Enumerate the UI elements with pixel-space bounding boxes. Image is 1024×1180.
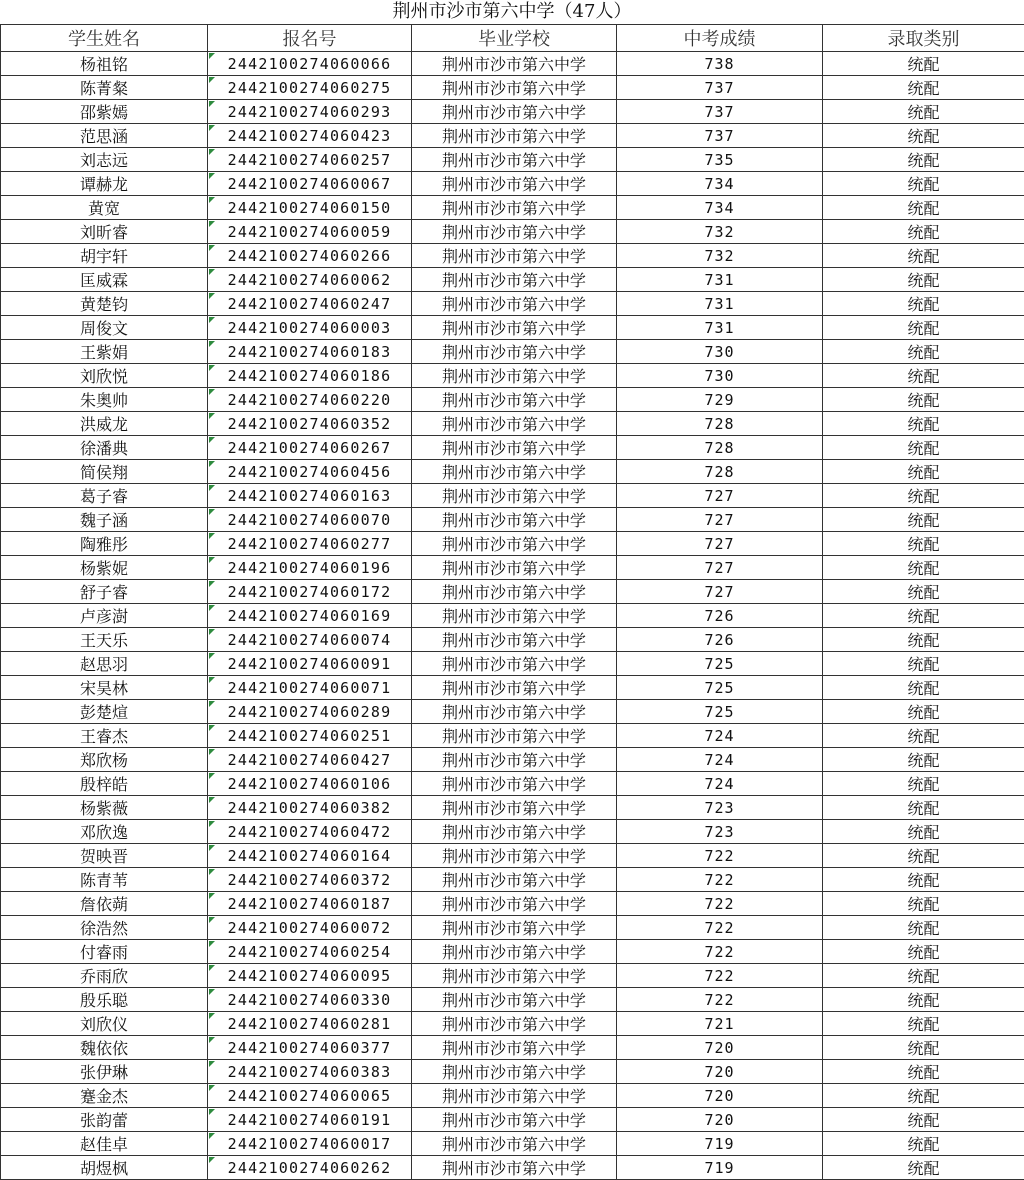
registration-number-cell: 2442100274060003: [208, 316, 412, 340]
table-row: [1, 244, 1024, 268]
registration-number-cell: 2442100274060183: [208, 340, 412, 364]
registration-number-cell: 2442100274060071: [208, 676, 412, 700]
registration-number-cell: 2442100274060169: [208, 604, 412, 628]
exam-score-cell: 720: [617, 1108, 823, 1132]
exam-score-cell: 722: [617, 964, 823, 988]
admission-category-cell: 统配: [823, 772, 1024, 796]
student-name-cell: 邵紫嫣: [1, 100, 208, 124]
graduation-school-cell: 荆州市沙市第六中学: [412, 364, 617, 388]
exam-score-cell: 734: [617, 172, 823, 196]
table-row: [1, 436, 1024, 460]
graduation-school-cell: 荆州市沙市第六中学: [412, 796, 617, 820]
exam-score-cell: 727: [617, 484, 823, 508]
registration-number-cell: 2442100274060289: [208, 700, 412, 724]
student-name-cell: 黄楚钧: [1, 292, 208, 316]
graduation-school-cell: 荆州市沙市第六中学: [412, 508, 617, 532]
exam-score-cell: 737: [617, 100, 823, 124]
admission-category-cell: 统配: [823, 268, 1024, 292]
table-row: [1, 292, 1024, 316]
graduation-school-cell: 荆州市沙市第六中学: [412, 52, 617, 76]
student-name-cell: 洪威龙: [1, 412, 208, 436]
exam-score-cell: 730: [617, 340, 823, 364]
table-row: [1, 1084, 1024, 1108]
registration-number-cell: 2442100274060262: [208, 1156, 412, 1180]
registration-number-cell: 2442100274060106: [208, 772, 412, 796]
exam-score-cell: 720: [617, 1084, 823, 1108]
table-row: [1, 796, 1024, 820]
registration-number-cell: 2442100274060267: [208, 436, 412, 460]
table-row: [1, 148, 1024, 172]
registration-number-cell: 2442100274060150: [208, 196, 412, 220]
graduation-school-cell: 荆州市沙市第六中学: [412, 1132, 617, 1156]
graduation-school-cell: 荆州市沙市第六中学: [412, 1108, 617, 1132]
admission-category-cell: 统配: [823, 1084, 1024, 1108]
admission-category-cell: 统配: [823, 844, 1024, 868]
table-row: [1, 604, 1024, 628]
exam-score-cell: 727: [617, 556, 823, 580]
table-row: [1, 772, 1024, 796]
student-name-cell: 黄宽: [1, 196, 208, 220]
exam-score-cell: 724: [617, 772, 823, 796]
admission-category-cell: 统配: [823, 52, 1024, 76]
graduation-school-cell: 荆州市沙市第六中学: [412, 172, 617, 196]
header-student-name: 学生姓名: [1, 25, 208, 52]
admission-category-cell: 统配: [823, 820, 1024, 844]
student-name-cell: 朱奥帅: [1, 388, 208, 412]
registration-number-cell: 2442100274060352: [208, 412, 412, 436]
admission-category-cell: 统配: [823, 1156, 1024, 1180]
table-row: [1, 748, 1024, 772]
exam-score-cell: 726: [617, 628, 823, 652]
student-name-cell: 刘欣仪: [1, 1012, 208, 1036]
table-row: [1, 940, 1024, 964]
table-row: [1, 364, 1024, 388]
exam-score-cell: 725: [617, 700, 823, 724]
registration-number-cell: 2442100274060072: [208, 916, 412, 940]
admission-category-cell: 统配: [823, 412, 1024, 436]
registration-number-cell: 2442100274060377: [208, 1036, 412, 1060]
registration-number-cell: 2442100274060091: [208, 652, 412, 676]
student-name-cell: 杨紫薇: [1, 796, 208, 820]
student-name-cell: 葛子睿: [1, 484, 208, 508]
exam-score-cell: 719: [617, 1156, 823, 1180]
graduation-school-cell: 荆州市沙市第六中学: [412, 940, 617, 964]
student-name-cell: 范思涵: [1, 124, 208, 148]
student-name-cell: 陈青苇: [1, 868, 208, 892]
graduation-school-cell: 荆州市沙市第六中学: [412, 652, 617, 676]
student-name-cell: 彭楚煊: [1, 700, 208, 724]
admission-category-cell: 统配: [823, 76, 1024, 100]
admission-category-cell: 统配: [823, 892, 1024, 916]
exam-score-cell: 722: [617, 868, 823, 892]
table-row: [1, 676, 1024, 700]
student-name-cell: 匡威霖: [1, 268, 208, 292]
registration-number-cell: 2442100274060281: [208, 1012, 412, 1036]
admission-category-cell: 统配: [823, 460, 1024, 484]
admission-category-cell: 统配: [823, 1132, 1024, 1156]
graduation-school-cell: 荆州市沙市第六中学: [412, 316, 617, 340]
registration-number-cell: 2442100274060062: [208, 268, 412, 292]
student-name-cell: 王睿杰: [1, 724, 208, 748]
student-name-cell: 王紫娟: [1, 340, 208, 364]
registration-number-cell: 2442100274060067: [208, 172, 412, 196]
graduation-school-cell: 荆州市沙市第六中学: [412, 820, 617, 844]
table-row: [1, 76, 1024, 100]
graduation-school-cell: 荆州市沙市第六中学: [412, 964, 617, 988]
student-name-cell: 宋昊林: [1, 676, 208, 700]
exam-score-cell: 731: [617, 292, 823, 316]
registration-number-cell: 2442100274060456: [208, 460, 412, 484]
table-row: [1, 316, 1024, 340]
admission-category-cell: 统配: [823, 676, 1024, 700]
registration-number-cell: 2442100274060074: [208, 628, 412, 652]
student-name-cell: 徐浩然: [1, 916, 208, 940]
table-row: [1, 724, 1024, 748]
graduation-school-cell: 荆州市沙市第六中学: [412, 1036, 617, 1060]
graduation-school-cell: 荆州市沙市第六中学: [412, 388, 617, 412]
registration-number-cell: 2442100274060186: [208, 364, 412, 388]
admission-category-cell: 统配: [823, 484, 1024, 508]
registration-number-cell: 2442100274060472: [208, 820, 412, 844]
table-row: [1, 1156, 1024, 1180]
exam-score-cell: 726: [617, 604, 823, 628]
graduation-school-cell: 荆州市沙市第六中学: [412, 892, 617, 916]
exam-score-cell: 725: [617, 652, 823, 676]
table-row: [1, 172, 1024, 196]
graduation-school-cell: 荆州市沙市第六中学: [412, 148, 617, 172]
student-name-cell: 胡宇轩: [1, 244, 208, 268]
graduation-school-cell: 荆州市沙市第六中学: [412, 484, 617, 508]
exam-score-cell: 722: [617, 940, 823, 964]
student-name-cell: 刘昕睿: [1, 220, 208, 244]
registration-number-cell: 2442100274060163: [208, 484, 412, 508]
exam-score-cell: 735: [617, 148, 823, 172]
student-name-cell: 魏子涵: [1, 508, 208, 532]
exam-score-cell: 721: [617, 1012, 823, 1036]
admission-category-cell: 统配: [823, 580, 1024, 604]
student-name-cell: 魏依依: [1, 1036, 208, 1060]
student-name-cell: 刘欣悦: [1, 364, 208, 388]
registration-number-cell: 2442100274060382: [208, 796, 412, 820]
graduation-school-cell: 荆州市沙市第六中学: [412, 196, 617, 220]
table-row: [1, 1108, 1024, 1132]
student-name-cell: 陶雅彤: [1, 532, 208, 556]
registration-number-cell: 2442100274060247: [208, 292, 412, 316]
registration-number-cell: 2442100274060257: [208, 148, 412, 172]
exam-score-cell: 730: [617, 364, 823, 388]
student-name-cell: 付睿雨: [1, 940, 208, 964]
admission-category-cell: 统配: [823, 556, 1024, 580]
student-name-cell: 邓欣逸: [1, 820, 208, 844]
student-name-cell: 殷乐聪: [1, 988, 208, 1012]
exam-score-cell: 731: [617, 268, 823, 292]
student-name-cell: 刘志远: [1, 148, 208, 172]
header-row: [1, 25, 1024, 52]
admission-category-cell: 统配: [823, 340, 1024, 364]
table-row: [1, 820, 1024, 844]
admission-category-cell: 统配: [823, 100, 1024, 124]
table-row: [1, 892, 1024, 916]
admission-category-cell: 统配: [823, 940, 1024, 964]
admission-category-cell: 统配: [823, 436, 1024, 460]
table-row: [1, 196, 1024, 220]
exam-score-cell: 719: [617, 1132, 823, 1156]
exam-score-cell: 737: [617, 76, 823, 100]
exam-score-cell: 722: [617, 892, 823, 916]
table-row: [1, 100, 1024, 124]
graduation-school-cell: 荆州市沙市第六中学: [412, 628, 617, 652]
registration-number-cell: 2442100274060330: [208, 988, 412, 1012]
admission-category-cell: 统配: [823, 652, 1024, 676]
graduation-school-cell: 荆州市沙市第六中学: [412, 1012, 617, 1036]
student-name-cell: 杨紫妮: [1, 556, 208, 580]
registration-number-cell: 2442100274060066: [208, 52, 412, 76]
exam-score-cell: 722: [617, 916, 823, 940]
exam-score-cell: 731: [617, 316, 823, 340]
graduation-school-cell: 荆州市沙市第六中学: [412, 340, 617, 364]
registration-number-cell: 2442100274060293: [208, 100, 412, 124]
registration-number-cell: 2442100274060427: [208, 748, 412, 772]
registration-number-cell: 2442100274060266: [208, 244, 412, 268]
table-row: [1, 340, 1024, 364]
table-row: [1, 580, 1024, 604]
graduation-school-cell: 荆州市沙市第六中学: [412, 580, 617, 604]
student-name-cell: 舒子睿: [1, 580, 208, 604]
header-registration-number: 报名号: [208, 25, 412, 52]
graduation-school-cell: 荆州市沙市第六中学: [412, 868, 617, 892]
graduation-school-cell: 荆州市沙市第六中学: [412, 124, 617, 148]
admission-category-cell: 统配: [823, 244, 1024, 268]
registration-number-cell: 2442100274060017: [208, 1132, 412, 1156]
student-name-cell: 简侯翔: [1, 460, 208, 484]
admission-category-cell: 统配: [823, 220, 1024, 244]
graduation-school-cell: 荆州市沙市第六中学: [412, 700, 617, 724]
student-name-cell: 卢彦澍: [1, 604, 208, 628]
header-graduation-school: 毕业学校: [412, 25, 617, 52]
exam-score-cell: 723: [617, 820, 823, 844]
table-row: [1, 1036, 1024, 1060]
admission-category-cell: 统配: [823, 364, 1024, 388]
exam-score-cell: 728: [617, 460, 823, 484]
exam-score-cell: 737: [617, 124, 823, 148]
graduation-school-cell: 荆州市沙市第六中学: [412, 772, 617, 796]
exam-score-cell: 727: [617, 580, 823, 604]
table-body: [1, 52, 1024, 1180]
registration-number-cell: 2442100274060172: [208, 580, 412, 604]
admission-category-cell: 统配: [823, 124, 1024, 148]
graduation-school-cell: 荆州市沙市第六中学: [412, 844, 617, 868]
exam-score-cell: 728: [617, 412, 823, 436]
table-row: [1, 964, 1024, 988]
student-name-cell: 赵思羽: [1, 652, 208, 676]
student-name-cell: 贺映晋: [1, 844, 208, 868]
exam-score-cell: 720: [617, 1036, 823, 1060]
student-name-cell: 乔雨欣: [1, 964, 208, 988]
graduation-school-cell: 荆州市沙市第六中学: [412, 1084, 617, 1108]
registration-number-cell: 2442100274060070: [208, 508, 412, 532]
graduation-school-cell: 荆州市沙市第六中学: [412, 604, 617, 628]
registration-number-cell: 2442100274060187: [208, 892, 412, 916]
exam-score-cell: 722: [617, 844, 823, 868]
admission-category-cell: 统配: [823, 508, 1024, 532]
graduation-school-cell: 荆州市沙市第六中学: [412, 292, 617, 316]
exam-score-cell: 732: [617, 220, 823, 244]
admission-category-cell: 统配: [823, 988, 1024, 1012]
registration-number-cell: 2442100274060251: [208, 724, 412, 748]
header-exam-score: 中考成绩: [617, 25, 823, 52]
student-name-cell: 赵佳卓: [1, 1132, 208, 1156]
table-row: [1, 460, 1024, 484]
graduation-school-cell: 荆州市沙市第六中学: [412, 412, 617, 436]
student-name-cell: 张伊琳: [1, 1060, 208, 1084]
admission-category-cell: 统配: [823, 916, 1024, 940]
admission-category-cell: 统配: [823, 532, 1024, 556]
admission-category-cell: 统配: [823, 196, 1024, 220]
graduation-school-cell: 荆州市沙市第六中学: [412, 916, 617, 940]
exam-score-cell: 723: [617, 796, 823, 820]
registration-number-cell: 2442100274060277: [208, 532, 412, 556]
admission-category-cell: 统配: [823, 1108, 1024, 1132]
exam-score-cell: 725: [617, 676, 823, 700]
table-row: [1, 556, 1024, 580]
registration-number-cell: 2442100274060164: [208, 844, 412, 868]
student-name-cell: 詹依蒴: [1, 892, 208, 916]
admission-category-cell: 统配: [823, 316, 1024, 340]
table-row: [1, 484, 1024, 508]
exam-score-cell: 727: [617, 532, 823, 556]
table-row: [1, 532, 1024, 556]
student-name-cell: 徐潘典: [1, 436, 208, 460]
registration-number-cell: 2442100274060059: [208, 220, 412, 244]
admission-category-cell: 统配: [823, 1036, 1024, 1060]
graduation-school-cell: 荆州市沙市第六中学: [412, 1060, 617, 1084]
table-row: [1, 1012, 1024, 1036]
exam-score-cell: 720: [617, 1060, 823, 1084]
exam-score-cell: 727: [617, 508, 823, 532]
exam-score-cell: 738: [617, 52, 823, 76]
table-row: [1, 220, 1024, 244]
registration-number-cell: 2442100274060095: [208, 964, 412, 988]
table-row: [1, 268, 1024, 292]
graduation-school-cell: 荆州市沙市第六中学: [412, 532, 617, 556]
table-row: [1, 844, 1024, 868]
graduation-school-cell: 荆州市沙市第六中学: [412, 748, 617, 772]
admission-category-cell: 统配: [823, 724, 1024, 748]
sheet-title: 荆州市沙市第六中学（47人）: [0, 0, 1024, 25]
student-name-cell: 张韵蕾: [1, 1108, 208, 1132]
registration-number-cell: 2442100274060423: [208, 124, 412, 148]
graduation-school-cell: 荆州市沙市第六中学: [412, 724, 617, 748]
registration-number-cell: 2442100274060196: [208, 556, 412, 580]
table-row: [1, 700, 1024, 724]
student-name-cell: 谭赫龙: [1, 172, 208, 196]
graduation-school-cell: 荆州市沙市第六中学: [412, 436, 617, 460]
registration-number-cell: 2442100274060383: [208, 1060, 412, 1084]
student-name-cell: 郑欣杨: [1, 748, 208, 772]
student-name-cell: 杨祖铭: [1, 52, 208, 76]
student-name-cell: 胡煜枫: [1, 1156, 208, 1180]
registration-number-cell: 2442100274060254: [208, 940, 412, 964]
admission-category-cell: 统配: [823, 868, 1024, 892]
graduation-school-cell: 荆州市沙市第六中学: [412, 76, 617, 100]
admission-category-cell: 统配: [823, 148, 1024, 172]
admission-category-cell: 统配: [823, 964, 1024, 988]
student-name-cell: 殷梓皓: [1, 772, 208, 796]
table-row: [1, 52, 1024, 76]
student-name-cell: 蹇金杰: [1, 1084, 208, 1108]
graduation-school-cell: 荆州市沙市第六中学: [412, 676, 617, 700]
exam-score-cell: 728: [617, 436, 823, 460]
admission-category-cell: 统配: [823, 700, 1024, 724]
admission-category-cell: 统配: [823, 604, 1024, 628]
graduation-school-cell: 荆州市沙市第六中学: [412, 556, 617, 580]
table-row: [1, 388, 1024, 412]
exam-score-cell: 724: [617, 748, 823, 772]
student-name-cell: 陈菁粲: [1, 76, 208, 100]
table-row: [1, 628, 1024, 652]
header-admission-category: 录取类别: [823, 25, 1024, 52]
admission-category-cell: 统配: [823, 1012, 1024, 1036]
table-row: [1, 1060, 1024, 1084]
admission-category-cell: 统配: [823, 628, 1024, 652]
admission-category-cell: 统配: [823, 1060, 1024, 1084]
registration-number-cell: 2442100274060191: [208, 1108, 412, 1132]
table-row: [1, 916, 1024, 940]
registration-number-cell: 2442100274060220: [208, 388, 412, 412]
exam-score-cell: 722: [617, 988, 823, 1012]
table-row: [1, 988, 1024, 1012]
table-row: [1, 652, 1024, 676]
graduation-school-cell: 荆州市沙市第六中学: [412, 100, 617, 124]
graduation-school-cell: 荆州市沙市第六中学: [412, 268, 617, 292]
registration-number-cell: 2442100274060372: [208, 868, 412, 892]
graduation-school-cell: 荆州市沙市第六中学: [412, 220, 617, 244]
student-name-cell: 周俊文: [1, 316, 208, 340]
table-row: [1, 412, 1024, 436]
admission-category-cell: 统配: [823, 172, 1024, 196]
exam-score-cell: 734: [617, 196, 823, 220]
table-row: [1, 868, 1024, 892]
table-row: [1, 124, 1024, 148]
exam-score-cell: 732: [617, 244, 823, 268]
admission-category-cell: 统配: [823, 292, 1024, 316]
exam-score-cell: 729: [617, 388, 823, 412]
admission-category-cell: 统配: [823, 748, 1024, 772]
exam-score-cell: 724: [617, 724, 823, 748]
student-name-cell: 王天乐: [1, 628, 208, 652]
graduation-school-cell: 荆州市沙市第六中学: [412, 460, 617, 484]
graduation-school-cell: 荆州市沙市第六中学: [412, 988, 617, 1012]
admission-category-cell: 统配: [823, 796, 1024, 820]
graduation-school-cell: 荆州市沙市第六中学: [412, 244, 617, 268]
admission-category-cell: 统配: [823, 388, 1024, 412]
registration-number-cell: 2442100274060065: [208, 1084, 412, 1108]
registration-number-cell: 2442100274060275: [208, 76, 412, 100]
table-row: [1, 508, 1024, 532]
admission-table: [0, 24, 1024, 1180]
graduation-school-cell: 荆州市沙市第六中学: [412, 1156, 617, 1180]
